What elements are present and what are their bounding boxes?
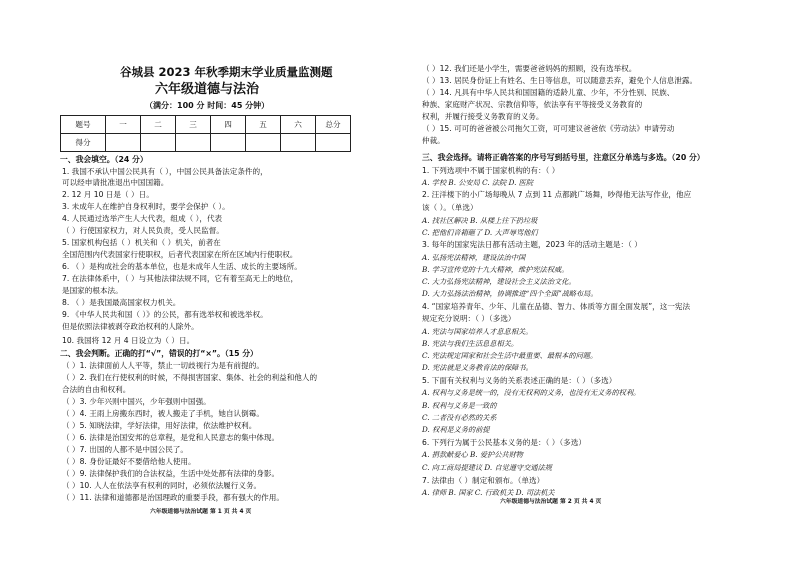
- fill-question-line: 10. 我国将 12 月 4 日设立为（ ）日。: [62, 336, 195, 345]
- fill-question-line: 4. 人民通过选举产生人大代表，组成（ ），代表: [62, 214, 223, 223]
- score-header-cell: 一: [106, 116, 141, 134]
- judge-question-line: （ ）15. 可可的爸爸被公司拖欠工资，可可建议爸爸依《劳动法》申请劳动: [422, 124, 675, 133]
- answer-option-line: B. 宪法与我们生活息息相关。: [422, 339, 519, 348]
- judge-question-line: （ ）9. 法律保护我们的合法权益，生活中处处都有法律的身影。: [62, 469, 280, 478]
- judge-question-line: （ ）4. 王雨上房搬东西时，被人搬走了手机，她自认倒霉。: [62, 409, 264, 418]
- fill-question-line: 1. 我国不承认中国公民具有（ ），中国公民具备法定条件的，: [62, 167, 268, 176]
- score-cell[interactable]: [211, 134, 246, 152]
- answer-option-line: A. 律师 B. 国家 C. 行政机关 D. 司法机关: [422, 488, 555, 497]
- score-cell[interactable]: [106, 134, 141, 152]
- fill-question-line: （ ）行使国家权力，对人民负责，受人民监督。: [62, 226, 224, 235]
- answer-option-line: A. 宪法与国家培养人才息息相关。: [422, 327, 533, 336]
- fill-question-line: 全国范围内代表国家行使职权，后者代表国家在所在区域内行使职权。: [62, 250, 298, 259]
- choice-question-line: 3. 每年的国家宪法日都有活动主题，2023 年的活动主题是：（ ）: [422, 240, 642, 249]
- choice-question-line: 该（ ）。（单选）: [422, 203, 478, 212]
- choice-question-line: 5. 下面有关权利与义务的关系表述正确的是：（ ）（多选）: [422, 376, 617, 385]
- fill-question-line: 7. 在法律体系中，（ ）与其他法律法规不同，它有着至高无上的地位，: [62, 274, 299, 283]
- score-cell[interactable]: [281, 134, 316, 152]
- section-2-heading: 二、我会判断。正确的打“√”，错误的打“×”。（15 分）: [60, 349, 258, 358]
- score-cell[interactable]: [246, 134, 281, 152]
- answer-option-line: C. 二者没有必然的关系: [422, 413, 497, 422]
- judge-question-line: （ ）7. 出国的人都不是中国公民了。: [62, 445, 188, 454]
- fill-question-line: 5. 国家机构包括（ ）机关和（ ）机关，前者在: [62, 238, 221, 247]
- score-table: [60, 115, 351, 152]
- judge-question-line: （ ）10. 人人在依法享有权利的同时，必须依法履行义务。: [62, 481, 262, 490]
- answer-option-line: C. 大力弘扬宪法精神，建设社会主义法治文化。: [422, 277, 576, 286]
- judge-question-line: 种族、家庭财产状况、宗教信仰等，依法享有平等接受义务教育的: [422, 100, 643, 109]
- score-row-label: 得分: [61, 134, 106, 152]
- right-column: [400, 0, 794, 561]
- judge-question-line: （ ）6. 法律是治国安邦的总章程，是党和人民意志的集中体现。: [62, 433, 280, 442]
- fill-question-line: 6. （ ）是构成社会的基本单位，也是未成年人生活、成长的主要场所。: [62, 262, 302, 271]
- answer-option-line: D. 大力弘扬法治精神，协调推进“四个全面”战略布局。: [422, 289, 598, 298]
- score-header-cell: 三: [176, 116, 211, 134]
- judge-question-line: 权利，并履行接受义务教育的义务。: [422, 112, 544, 121]
- exam-note: （满分：100 分 时间：45 分钟）: [145, 101, 270, 110]
- answer-option-line: B. 学习宣传党的十九大精神，维护宪法权威。: [422, 265, 569, 274]
- judge-question-line: （ ）11. 法律和道德都是治国理政的重要手段，都有强大的作用。: [62, 493, 284, 502]
- exam-title: 谷城县 2023 年秋季期末学业质量监测题: [120, 65, 333, 79]
- score-table-header-row: [61, 116, 351, 134]
- choice-question-line: 1. 下列选项中不属于国家机构的有：（ ）: [422, 166, 560, 175]
- judge-question-line: （ ）8. 身份证最好不要借给他人使用。: [62, 457, 196, 466]
- answer-option-line: C. 把他们音箱砸了 D. 大声辱骂他们: [422, 228, 538, 237]
- section-1-heading: 一、我会填空。（24 分）: [60, 155, 148, 164]
- section-3-heading: 三、我会选择。请将正确答案的序号写到括号里，注意区分单选与多选。（20 分）: [422, 153, 705, 162]
- choice-question-line: 规定充分说明：（ ）（多选）: [422, 314, 516, 323]
- score-header-cell: 二: [141, 116, 176, 134]
- fill-question-line: 3. 未成年人在维护自身权利时，要学会保护（ ）。: [62, 202, 230, 211]
- answer-option-line: A. 权利与义务是统一的，没有无权利的义务，也没有无义务的权利。: [422, 388, 641, 397]
- answer-option-line: A. 捐款献爱心 B. 爱护公共财物: [422, 450, 523, 459]
- choice-question-line: 6. 下列行为属于公民基本义务的是：（ ）（多选）: [422, 438, 586, 447]
- choice-question-line: 7. 法律由（ ）制定和颁布。（单选）: [422, 476, 545, 485]
- choice-question-line: 4. “国家培养青年、少年、儿童在品德、智力、体质等方面全面发展”，这一宪法: [422, 302, 691, 311]
- score-header-cell: 四: [211, 116, 246, 134]
- score-header-cell: 六: [281, 116, 316, 134]
- judge-question-line: （ ）12. 我们还是小学生，需要爸爸妈妈的照顾，没有选举权。: [422, 64, 637, 73]
- choice-question-line: 2. 汪洋楼下的小广场每晚从 7 点到 11 点都跳广场舞，吵得他无法写作业，他应: [422, 190, 692, 199]
- fill-question-line: 9. 《中华人民共和国（ ）》的公民，都有选举权和被选举权。: [62, 310, 268, 319]
- answer-option-line: A. 弘扬宪法精神，建设法治中国: [422, 253, 526, 262]
- score-cell[interactable]: [316, 134, 351, 152]
- fill-question-line: 8. （ ）是我国最高国家权力机关。: [62, 298, 181, 307]
- fill-question-line: 2. 12 月 10 日是（ ）日。: [62, 190, 154, 199]
- answer-option-line: A. 学校 B. 公安局 C. 法院 D. 医院: [422, 178, 534, 187]
- answer-option-line: C. 宪法规定国家和社会生活中最重要、最根本的问题。: [422, 351, 598, 360]
- fill-question-line: 是国家的根本法。: [62, 286, 123, 295]
- judge-question-line: 仲裁。: [422, 136, 445, 145]
- page-footer: 六年级道德与法治试题 第 2 页 共 4 页: [500, 499, 602, 505]
- score-header-cell: 题号: [61, 116, 106, 134]
- fill-question-line: 但是依照法律被剥夺政治权利的人除外。: [62, 322, 199, 331]
- judge-question-line: （ ）13. 居民身份证上有姓名、生日等信息，可以随意丢弃，避免个人信息泄露。: [422, 76, 698, 85]
- score-table-score-row: [61, 134, 351, 152]
- fill-question-line: 可以经申请批准退出中国国籍。: [62, 178, 169, 187]
- answer-option-line: D. 宪法就是义务教育法的保障书。: [422, 363, 533, 372]
- judge-question-line: （ ）1. 法律面前人人平等，禁止一切歧视行为是有前提的。: [62, 361, 264, 370]
- answer-option-line: D. 权利是义务的前提: [422, 425, 490, 434]
- score-cell[interactable]: [141, 134, 176, 152]
- judge-question-line: （ ）2. 我们在行使权利的时候，不得损害国家、集体、社会的利益和他人的: [62, 373, 318, 382]
- score-header-cell: 五: [246, 116, 281, 134]
- answer-option-line: A. 找社区解决 B. 从楼上往下扔垃圾: [422, 216, 538, 225]
- exam-subject: 六年级道德与法治: [155, 82, 260, 97]
- answer-option-line: B. 权利与义务是一致的: [422, 401, 497, 410]
- score-cell[interactable]: [176, 134, 211, 152]
- answer-option-line: C. 向工商局提建议 D. 自觉遵守交通法规: [422, 463, 552, 472]
- judge-question-line: （ ）3. 少年兴则中国兴，少年强则中国强。: [62, 397, 211, 406]
- page-footer: 六年级道德与法治试题 第 1 页 共 4 页: [150, 509, 252, 515]
- judge-question-line: 合法的自由和权利。: [62, 385, 131, 394]
- judge-question-line: （ ）5. 知晓法律，学好法律，用好法律，依法维护权利。: [62, 421, 257, 430]
- judge-question-line: （ ）14. 凡具有中华人民共和国国籍的适龄儿童、少年，不分性别、民族、: [422, 88, 675, 97]
- score-header-cell: 总分: [316, 116, 351, 134]
